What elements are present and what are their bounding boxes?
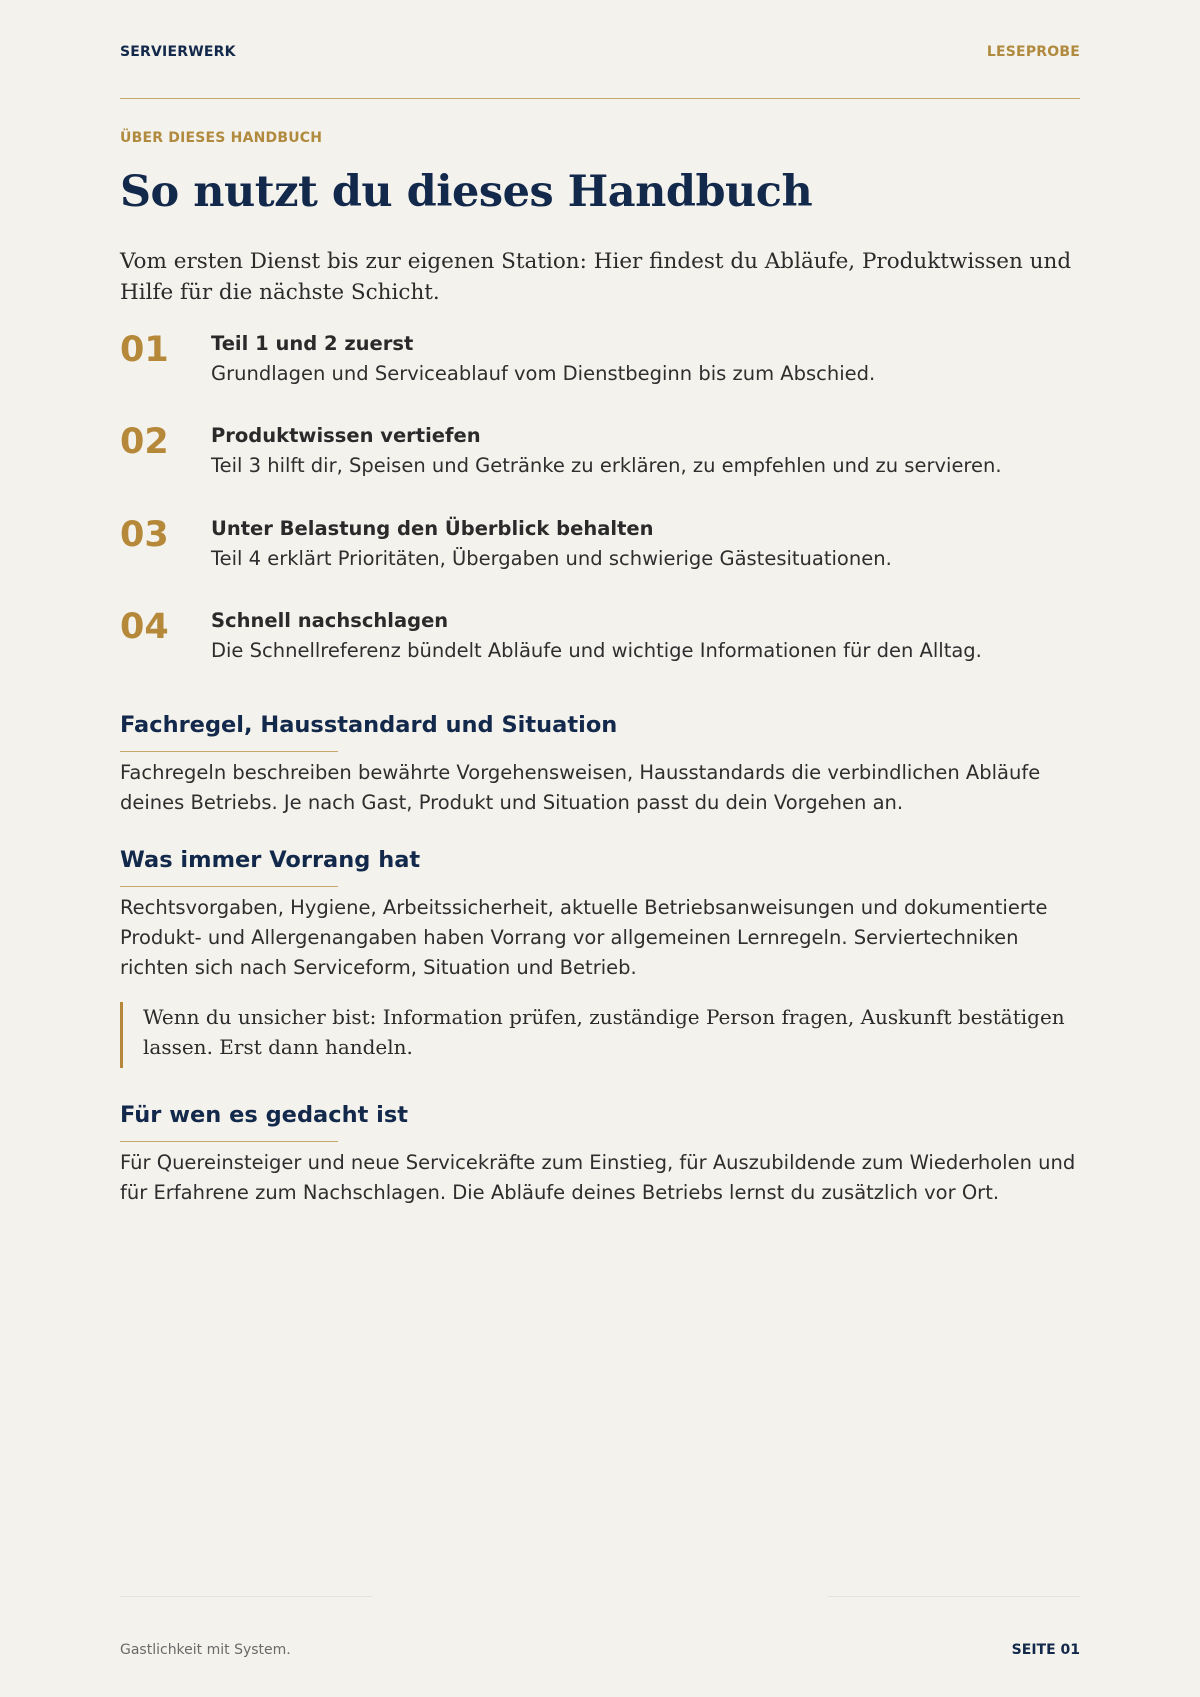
section-underline xyxy=(120,886,338,887)
section-paragraph: Für Quereinsteiger und neue Servicekräfte zum Einstieg, für Auszubildende zum Wiederholen und für Erfahrene zum Nachschlagen. Die Abläufe deines Betriebs lernst du zusätzlich vor Ort. xyxy=(120,1151,1076,1204)
section-heading: Fachregel, Hausstandard und Situation xyxy=(120,712,618,738)
section-paragraph: Fachregeln beschreiben bewährte Vorgehensweisen, Hausstandards die verbindlichen Abläufe deines Betriebs. Je nach Gast, Produkt und Situation passt du dein Vorgehen an. xyxy=(120,761,1041,814)
step-description: Die Schnellreferenz bündelt Abläufe und wichtige Informationen für den Alltag. xyxy=(211,639,982,662)
brand-name: SERVIERWERK xyxy=(120,44,236,60)
step-number: 04 xyxy=(120,607,169,647)
callout-text: Wenn du unsicher bist: Information prüfen, zuständige Person fragen, Auskunft bestätigen lassen. Erst dann handeln. xyxy=(143,1005,1065,1059)
header-divider xyxy=(120,98,1080,99)
step-title: Produktwissen vertiefen xyxy=(211,424,481,447)
footer-divider-right xyxy=(828,1596,1080,1597)
step-description: Teil 3 hilft dir, Speisen und Getränke zu erklären, zu empfehlen und zu servieren. xyxy=(211,454,1002,477)
step-title: Teil 1 und 2 zuerst xyxy=(211,332,414,355)
step-number: 03 xyxy=(120,515,169,555)
section-paragraph: Rechtsvorgaben, Hygiene, Arbeitssicherheit, aktuelle Betriebsanweisungen und dokumentierte Produkt- und Allergenangaben haben Vorrang vor allgemeinen Lernregeln. Serviertechniken richten sich nach Serviceform, Situation und Betrieb. xyxy=(120,896,1048,979)
page-title: So nutzt du dieses Handbuch xyxy=(120,167,813,217)
footer-divider-left xyxy=(120,1596,372,1597)
step-item xyxy=(120,330,1080,400)
section-kicker: ÜBER DIESES HANDBUCH xyxy=(120,130,323,146)
section-underline xyxy=(120,751,338,752)
running-header xyxy=(120,44,1080,60)
step-item xyxy=(120,607,1080,677)
step-description: Grundlagen und Serviceablauf vom Dienstbeginn bis zum Abschied. xyxy=(211,362,876,385)
footer-tagline: Gastlichkeit mit System. xyxy=(120,1642,291,1658)
step-description: Teil 4 erklärt Prioritäten, Übergaben und schwierige Gästesituationen. xyxy=(211,547,892,570)
step-item xyxy=(120,422,1080,492)
page xyxy=(120,0,1080,1697)
page-number: SEITE 01 xyxy=(1011,1642,1080,1658)
step-item xyxy=(120,515,1080,585)
step-number: 01 xyxy=(120,330,169,370)
sample-label: LESEPROBE xyxy=(986,44,1080,60)
section-underline xyxy=(120,1141,338,1142)
section-heading: Für wen es gedacht ist xyxy=(120,1102,409,1128)
callout-box xyxy=(120,1002,1080,1068)
section-heading: Was immer Vorrang hat xyxy=(120,847,421,873)
step-title: Schnell nachschlagen xyxy=(211,609,449,632)
step-number: 02 xyxy=(120,422,169,462)
lead-paragraph: Vom ersten Dienst bis zur eigenen Station: Hier findest du Abläufe, Produktwissen und Hilfe für die nächste Schicht. xyxy=(120,249,1072,305)
step-title: Unter Belastung den Überblick behalten xyxy=(211,517,654,540)
